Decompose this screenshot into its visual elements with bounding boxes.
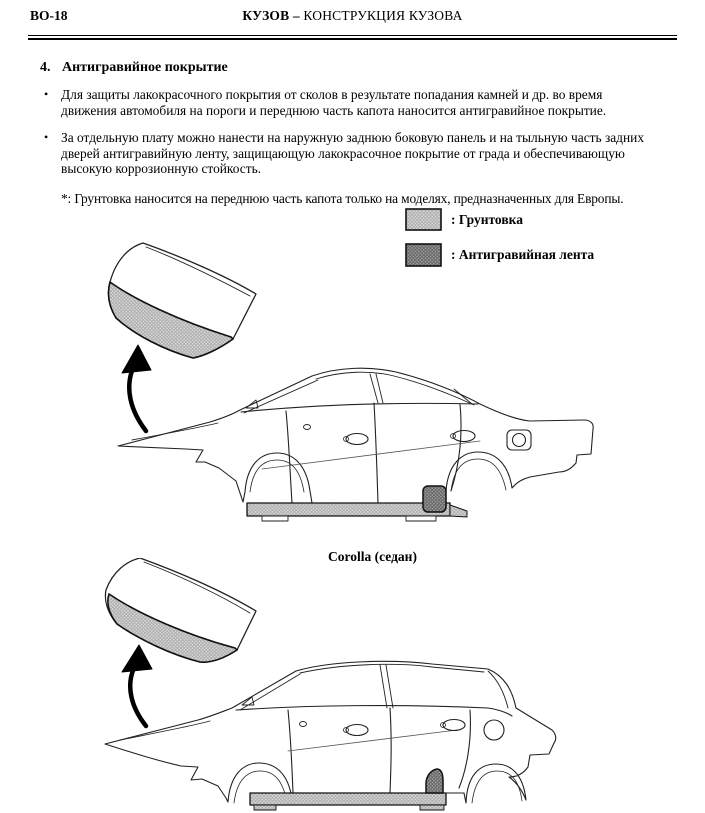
hood-detail-hatch	[105, 558, 256, 662]
section-heading	[40, 60, 663, 76]
figure-corolla-hatchback	[60, 558, 620, 813]
rocker-primer-strip	[250, 793, 446, 810]
section-number: 4.	[40, 60, 51, 75]
section-content	[40, 60, 663, 206]
page-title-section: КУЗОВ –	[242, 8, 300, 23]
list-item	[40, 87, 663, 118]
page-code: ВО-18	[30, 8, 68, 23]
bullet-text: За отдельную плату можно нанести на наружную заднюю боковую панель и на тыльную часть задних дверей антигравийную ленту, защищающую лакокрасочное покрытие от града и обеспечивающую высокую коррозионную стойкость.	[61, 130, 645, 177]
hatchback-body-shell	[105, 661, 556, 803]
hood-detail-sedan	[108, 243, 256, 358]
header-rule	[28, 35, 677, 40]
list-item	[40, 130, 663, 177]
bullet-icon: •	[44, 130, 49, 145]
figure-caption: Corolla (седан)	[328, 549, 417, 564]
bullet-text: Для защиты лакокрасочного покрытия от сколов в результате попадания камней и др. во время движения автомобиля на пороги и переднюю часть капота наносится антигравийное покрытие.	[61, 87, 607, 118]
up-arrow-icon	[122, 645, 152, 726]
section-title: Антигравийное покрытие	[62, 60, 228, 75]
legend-item-primer	[405, 208, 594, 231]
legend-label: : Грунтовка	[451, 211, 523, 227]
primer-swatch-icon	[405, 208, 442, 231]
sedan-body-shell	[118, 368, 593, 503]
page-title-subsection: КОНСТРУКЦИЯ КУЗОВА	[299, 8, 463, 23]
page-header	[0, 0, 705, 32]
footnote: *: Грунтовка наносится на переднюю часть капота только на моделях, предназначенных для Европы.	[61, 190, 624, 206]
bullet-icon: •	[44, 87, 49, 101]
legend-label: : Антигравийная лента	[451, 247, 595, 262]
up-arrow-icon	[122, 345, 151, 431]
page-title	[0, 8, 705, 24]
tape-patch	[423, 486, 446, 512]
bullet-list	[40, 87, 663, 177]
figure-corolla-sedan	[60, 240, 620, 540]
